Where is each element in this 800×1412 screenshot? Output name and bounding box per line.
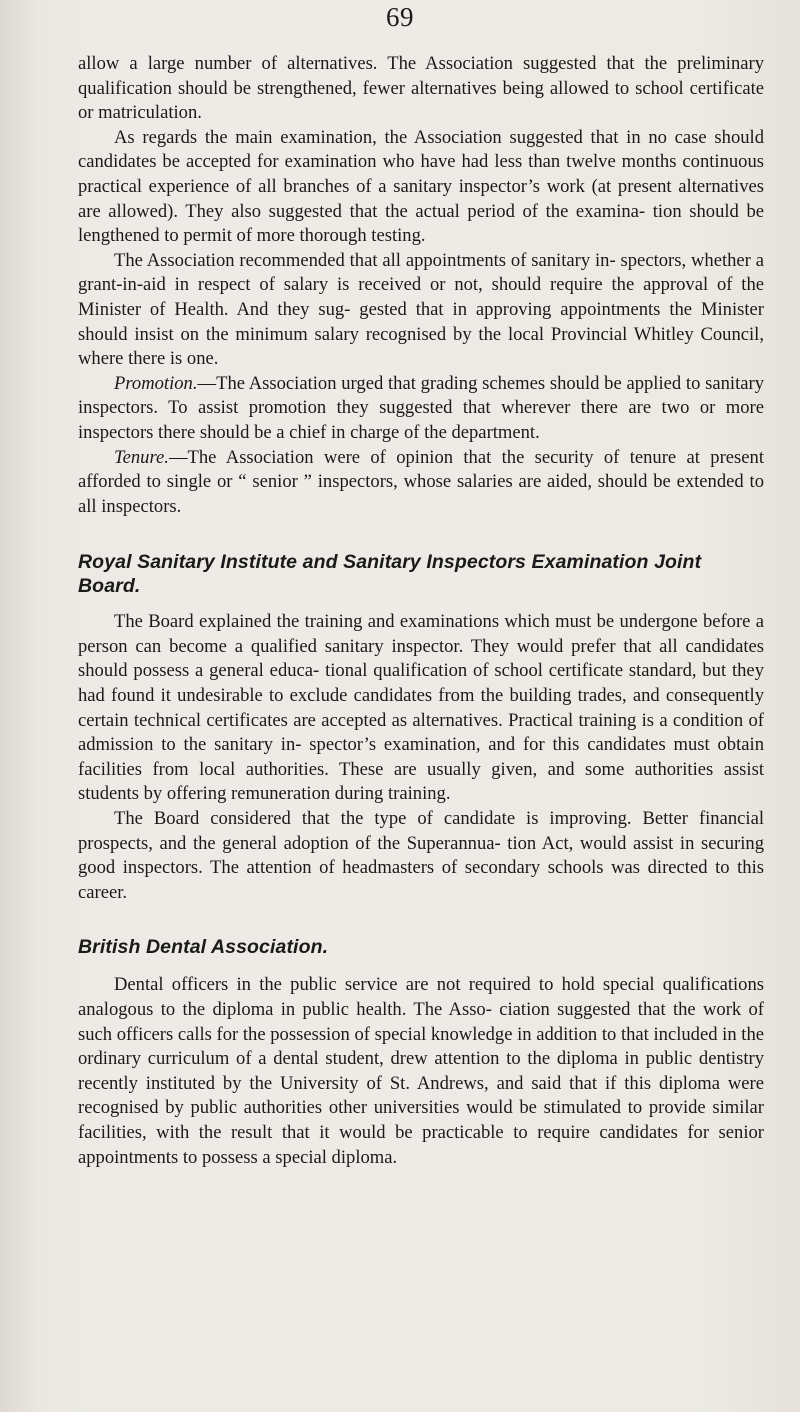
paragraph-board-training: The Board explained the training and examinations which must be undergone before a person can become a qualified sanitary inspector. They would prefer that all candidates should possess a general educa- tional qualification of school certificate standard, but they had found it undesirable to exclude candidates from the building trades, and consequently certain technical certificates are accepted as alternatives. Practical training is a condition of admission to the sanitary in- spector’s examination, and for this candidates must obtain facilities from local authorities. These are usually given, and some authorities assist students by offering remuneration during training. (78, 611, 764, 805)
paragraph-preliminary-qualification: allow a large number of alternatives. The Association suggested that the preliminary qualification should be strengthened, fewer alternatives being allowed to school certificate or matriculation. (78, 53, 764, 124)
paragraph-appointments: The Association recommended that all appointments of sanitary in- spectors, whether a grant-in-aid in respect of salary is received or not, should require the approval of the Minister of Health. And they sug- gested that in approving appointments the Minister should insist on the minimum salary recognised by the local Provincial Whitley Council, where there is one. (78, 249, 764, 370)
paragraph-main-examination: As regards the main examination, the Association suggested that in no case should candidates be accepted for examination who have had less than twelve months continuous practical experience of all branches of a sanitary inspector’s work (at present alternatives are allowed). They also suggested that the actual period of the examina- tion should be lengthened to permit of more thorough testing. (78, 126, 764, 247)
paragraph-promotion (78, 372, 764, 446)
page-number: 69 (386, 2, 414, 32)
paragraph-dental-officers: Dental officers in the public service are not required to hold special qualifications analogous to the diploma in public health. The Asso- ciation suggested that the work of such officers calls for the possession of special knowledge in addition to that included in the ordinary curriculum of a dental student, drew attention to the diploma in public dentistry recently instituted by the University of St. Andrews, and said that if this diploma were recognised by public authorities other universities would be stimulated to provide similar facilities, with the result that it would be practicable to require candidates for senior appointments to possess a special diploma. (78, 974, 764, 1168)
promotion-text: —The Association urged that grading schemes should be applied to sanitary inspectors. To assist promotion they suggested that wherever there are two or more inspectors there should be a chief in charge of the department. (78, 372, 764, 443)
promotion-run-in-heading: Promotion. (114, 372, 198, 394)
section-heading-dental-association: British Dental Association. (78, 936, 329, 959)
tenure-text: —The Association were of opinion that the security of tenure at present afforded to single or “ senior ” inspectors, whose salaries are aided, should be extended to all inspectors. (78, 446, 764, 517)
page-body (78, 52, 764, 1170)
paragraph-tenure (78, 446, 764, 520)
tenure-run-in-heading: Tenure. (114, 446, 169, 468)
paragraph-board-candidates: The Board considered that the type of candidate is improving. Better financial prospects, and the general adoption of the Superannua- tion Act, would assist in securing good inspectors. The attention of headmasters of secondary schools was directed to this career. (78, 808, 764, 903)
section-heading-joint-board: Royal Sanitary Institute and Sanitary Inspectors Examination Joint Board. (78, 551, 702, 598)
